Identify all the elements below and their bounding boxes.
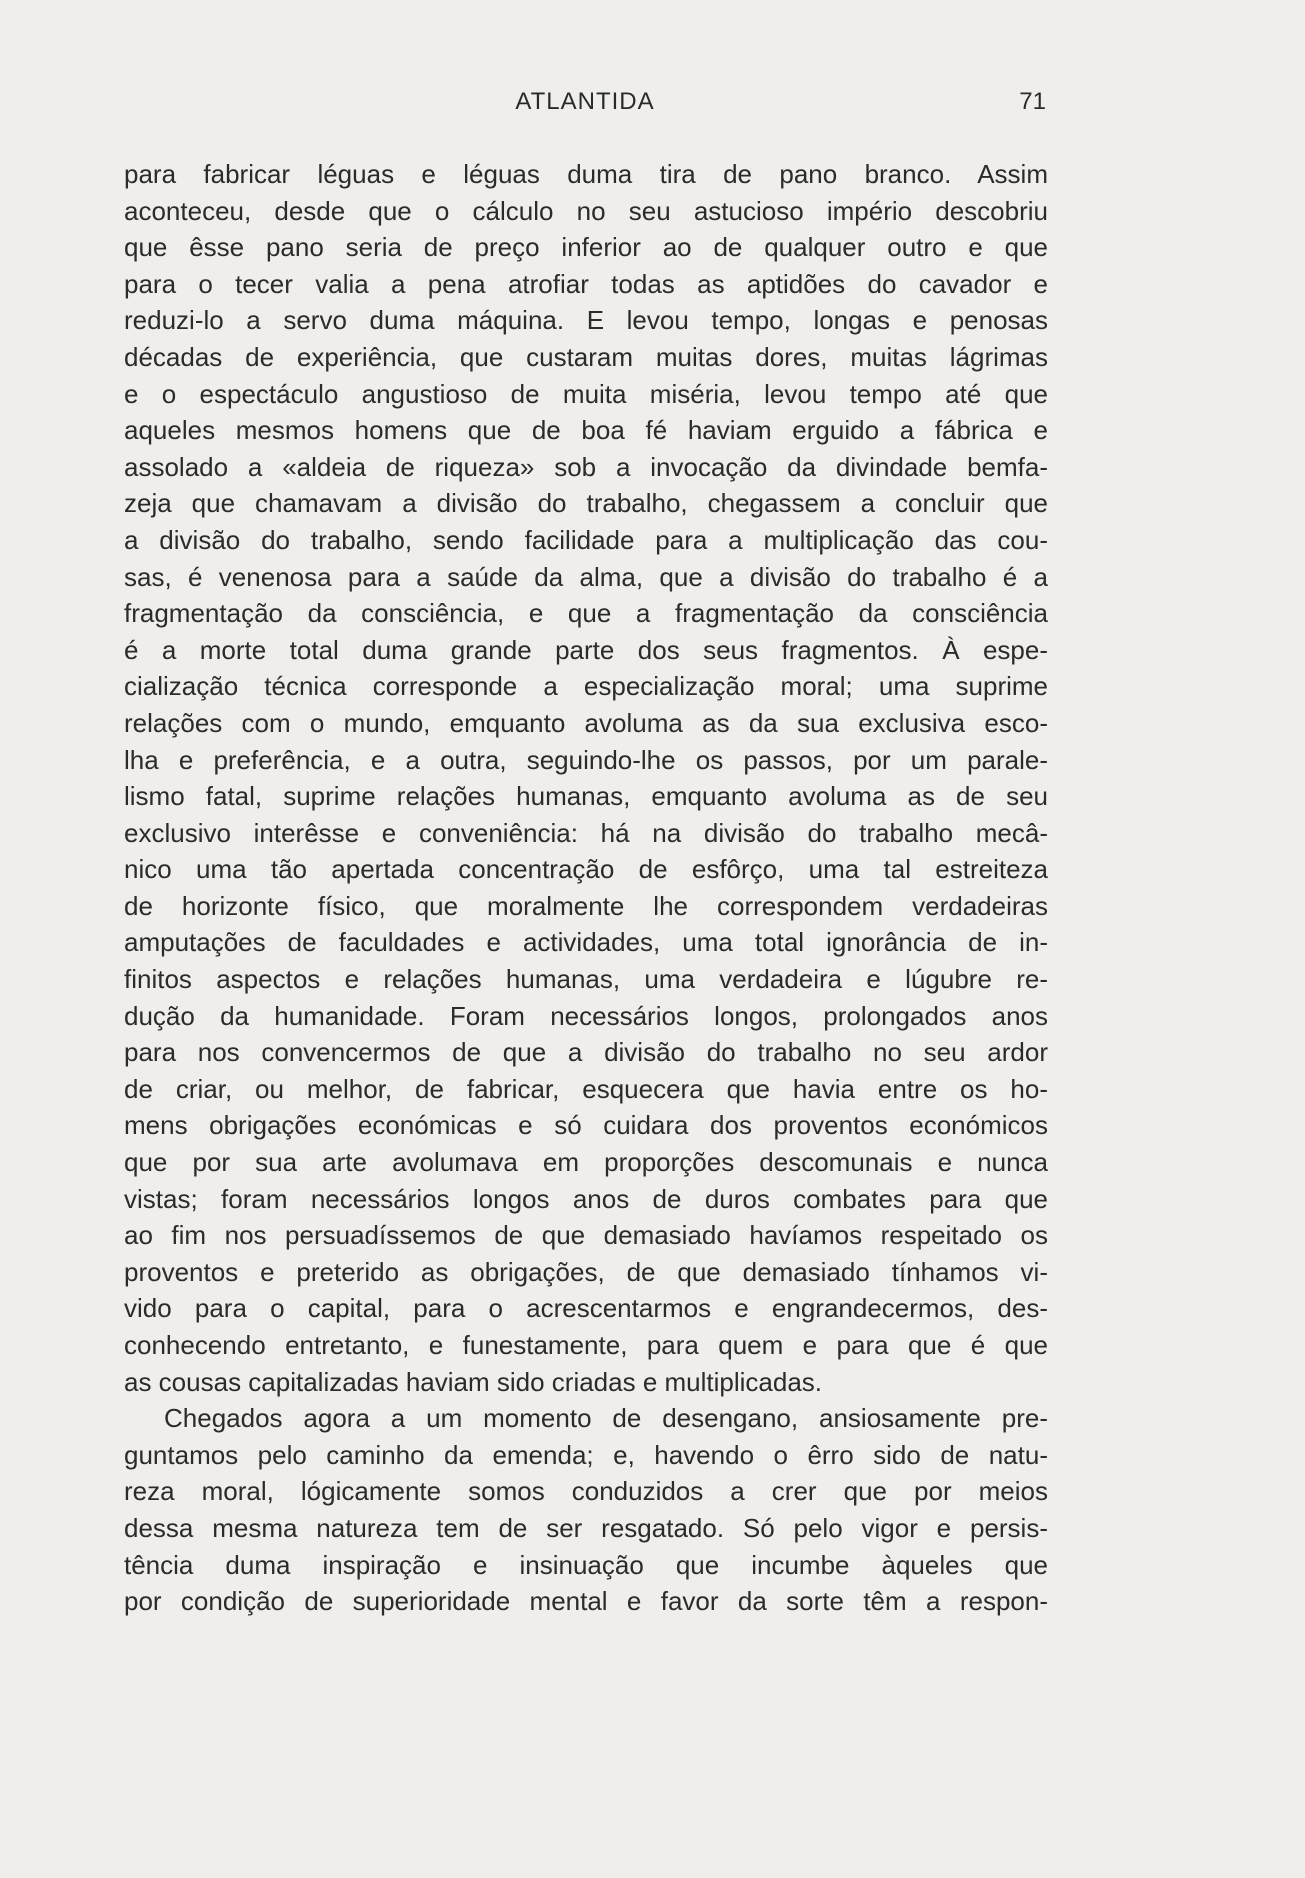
text-line: zeja que chamavam a divisão do trabalho, chegassem a concluir que [124,488,1048,519]
text-line: relações com o mundo, emquanto avoluma as da sua exclusiva esco- [124,707,1048,738]
text-line: ao fim nos persuadíssemos de que demasiado havíamos respeitado os [124,1220,1048,1251]
text-line: exclusivo interêsse e conveniência: há na divisão do trabalho mecâ- [124,817,1048,848]
paragraph [124,156,1048,1400]
text-line: de horizonte físico, que moralmente lhe correspondem verdadeiras [124,890,1048,921]
text-line: as cousas capitalizadas haviam sido criadas e multiplicadas. [124,1366,823,1397]
text-line: de criar, ou melhor, de fabricar, esquecera que havia entre os ho- [124,1073,1048,1104]
text-line: fragmentação da consciência, e que a fragmentação da consciência [124,598,1048,629]
text-line: amputações de faculdades e actividades, uma total ignorância de in- [124,927,1048,958]
text-line: aconteceu, desde que o cálculo no seu astucioso império descobriu [124,195,1048,226]
text-line: tência duma inspiração e insinuação que incumbe àqueles que [124,1549,1048,1580]
text-line: proventos e preterido as obrigações, de que demasiado tínhamos vi- [124,1256,1048,1287]
text-line: Chegados agora a um momento de desengano, ansiosamente pre- [164,1403,1048,1434]
text-line: vistas; foram necessários longos anos de duros combates para que [124,1183,1048,1214]
text-line: aqueles mesmos homens que de boa fé haviam erguido a fábrica e [124,415,1048,446]
text-line: lha e preferência, e a outra, seguindo-lhe os passos, por um parale- [124,744,1048,775]
text-line: cialização técnica corresponde a especialização moral; uma suprime [124,671,1048,702]
text-line: finitos aspectos e relações humanas, uma verdadeira e lúgubre re- [124,964,1048,995]
text-line: guntamos pelo caminho da emenda; e, havendo o êrro sido de natu- [124,1439,1048,1470]
text-line: décadas de experiência, que custaram muitas dores, muitas lágrimas [124,341,1048,372]
text-line: lismo fatal, suprime relações humanas, emquanto avoluma as de seu [124,781,1048,812]
text-line: mens obrigações económicas e só cuidara dos proventos económicos [124,1110,1048,1141]
text-line: para fabricar léguas e léguas duma tira de pano branco. Assim [124,159,1048,189]
text-line: que por sua arte avolumava em proporções descomunais e nunca [124,1147,1048,1178]
text-line: é a morte total duma grande parte dos seus fragmentos. À espe- [124,634,1048,665]
text-line: vido para o capital, para o acrescentarmos e engrandecermos, des- [124,1293,1048,1324]
text-line: conhecendo entretanto, e funestamente, para quem e para que é que [124,1330,1048,1360]
paragraph [124,1400,1048,1620]
text-line: dução da humanidade. Foram necessários longos, prolongados anos [124,1000,1048,1031]
text-line: reduzi-lo a servo duma máquina. E levou tempo, longas e penosas [124,305,1048,336]
text-line: a divisão do trabalho, sendo facilidade para a multiplicação das cou- [124,524,1048,555]
body-text [124,156,1048,1620]
text-line: nico uma tão apertada concentração de esfôrço, uma tal estreiteza [124,854,1048,885]
text-line: e o espectáculo angustioso de muita miséria, levou tempo até que [124,378,1048,409]
page-number: 71 [1019,88,1046,115]
page-header [124,88,1046,128]
text-line: por condição de superioridade mental e favor da sorte têm a respon- [124,1586,1048,1617]
running-title: ATLANTIDA [515,88,655,115]
text-line: reza moral, lógicamente somos conduzidos a crer que por meios [124,1476,1048,1507]
text-line: para nos convencermos de que a divisão do trabalho no seu ardor [124,1037,1048,1068]
text-line: para o tecer valia a pena atrofiar todas as aptidões do cavador e [124,268,1048,299]
text-line: assolado a «aldeia de riqueza» sob a invocação da divindade bemfa- [124,451,1048,482]
text-line: que êsse pano seria de preço inferior ao de qualquer outro e que [124,232,1048,263]
text-line: dessa mesma natureza tem de ser resgatado. Só pelo vigor e persis- [124,1512,1048,1543]
text-line: sas, é venenosa para a saúde da alma, que a divisão do trabalho é a [124,561,1048,592]
